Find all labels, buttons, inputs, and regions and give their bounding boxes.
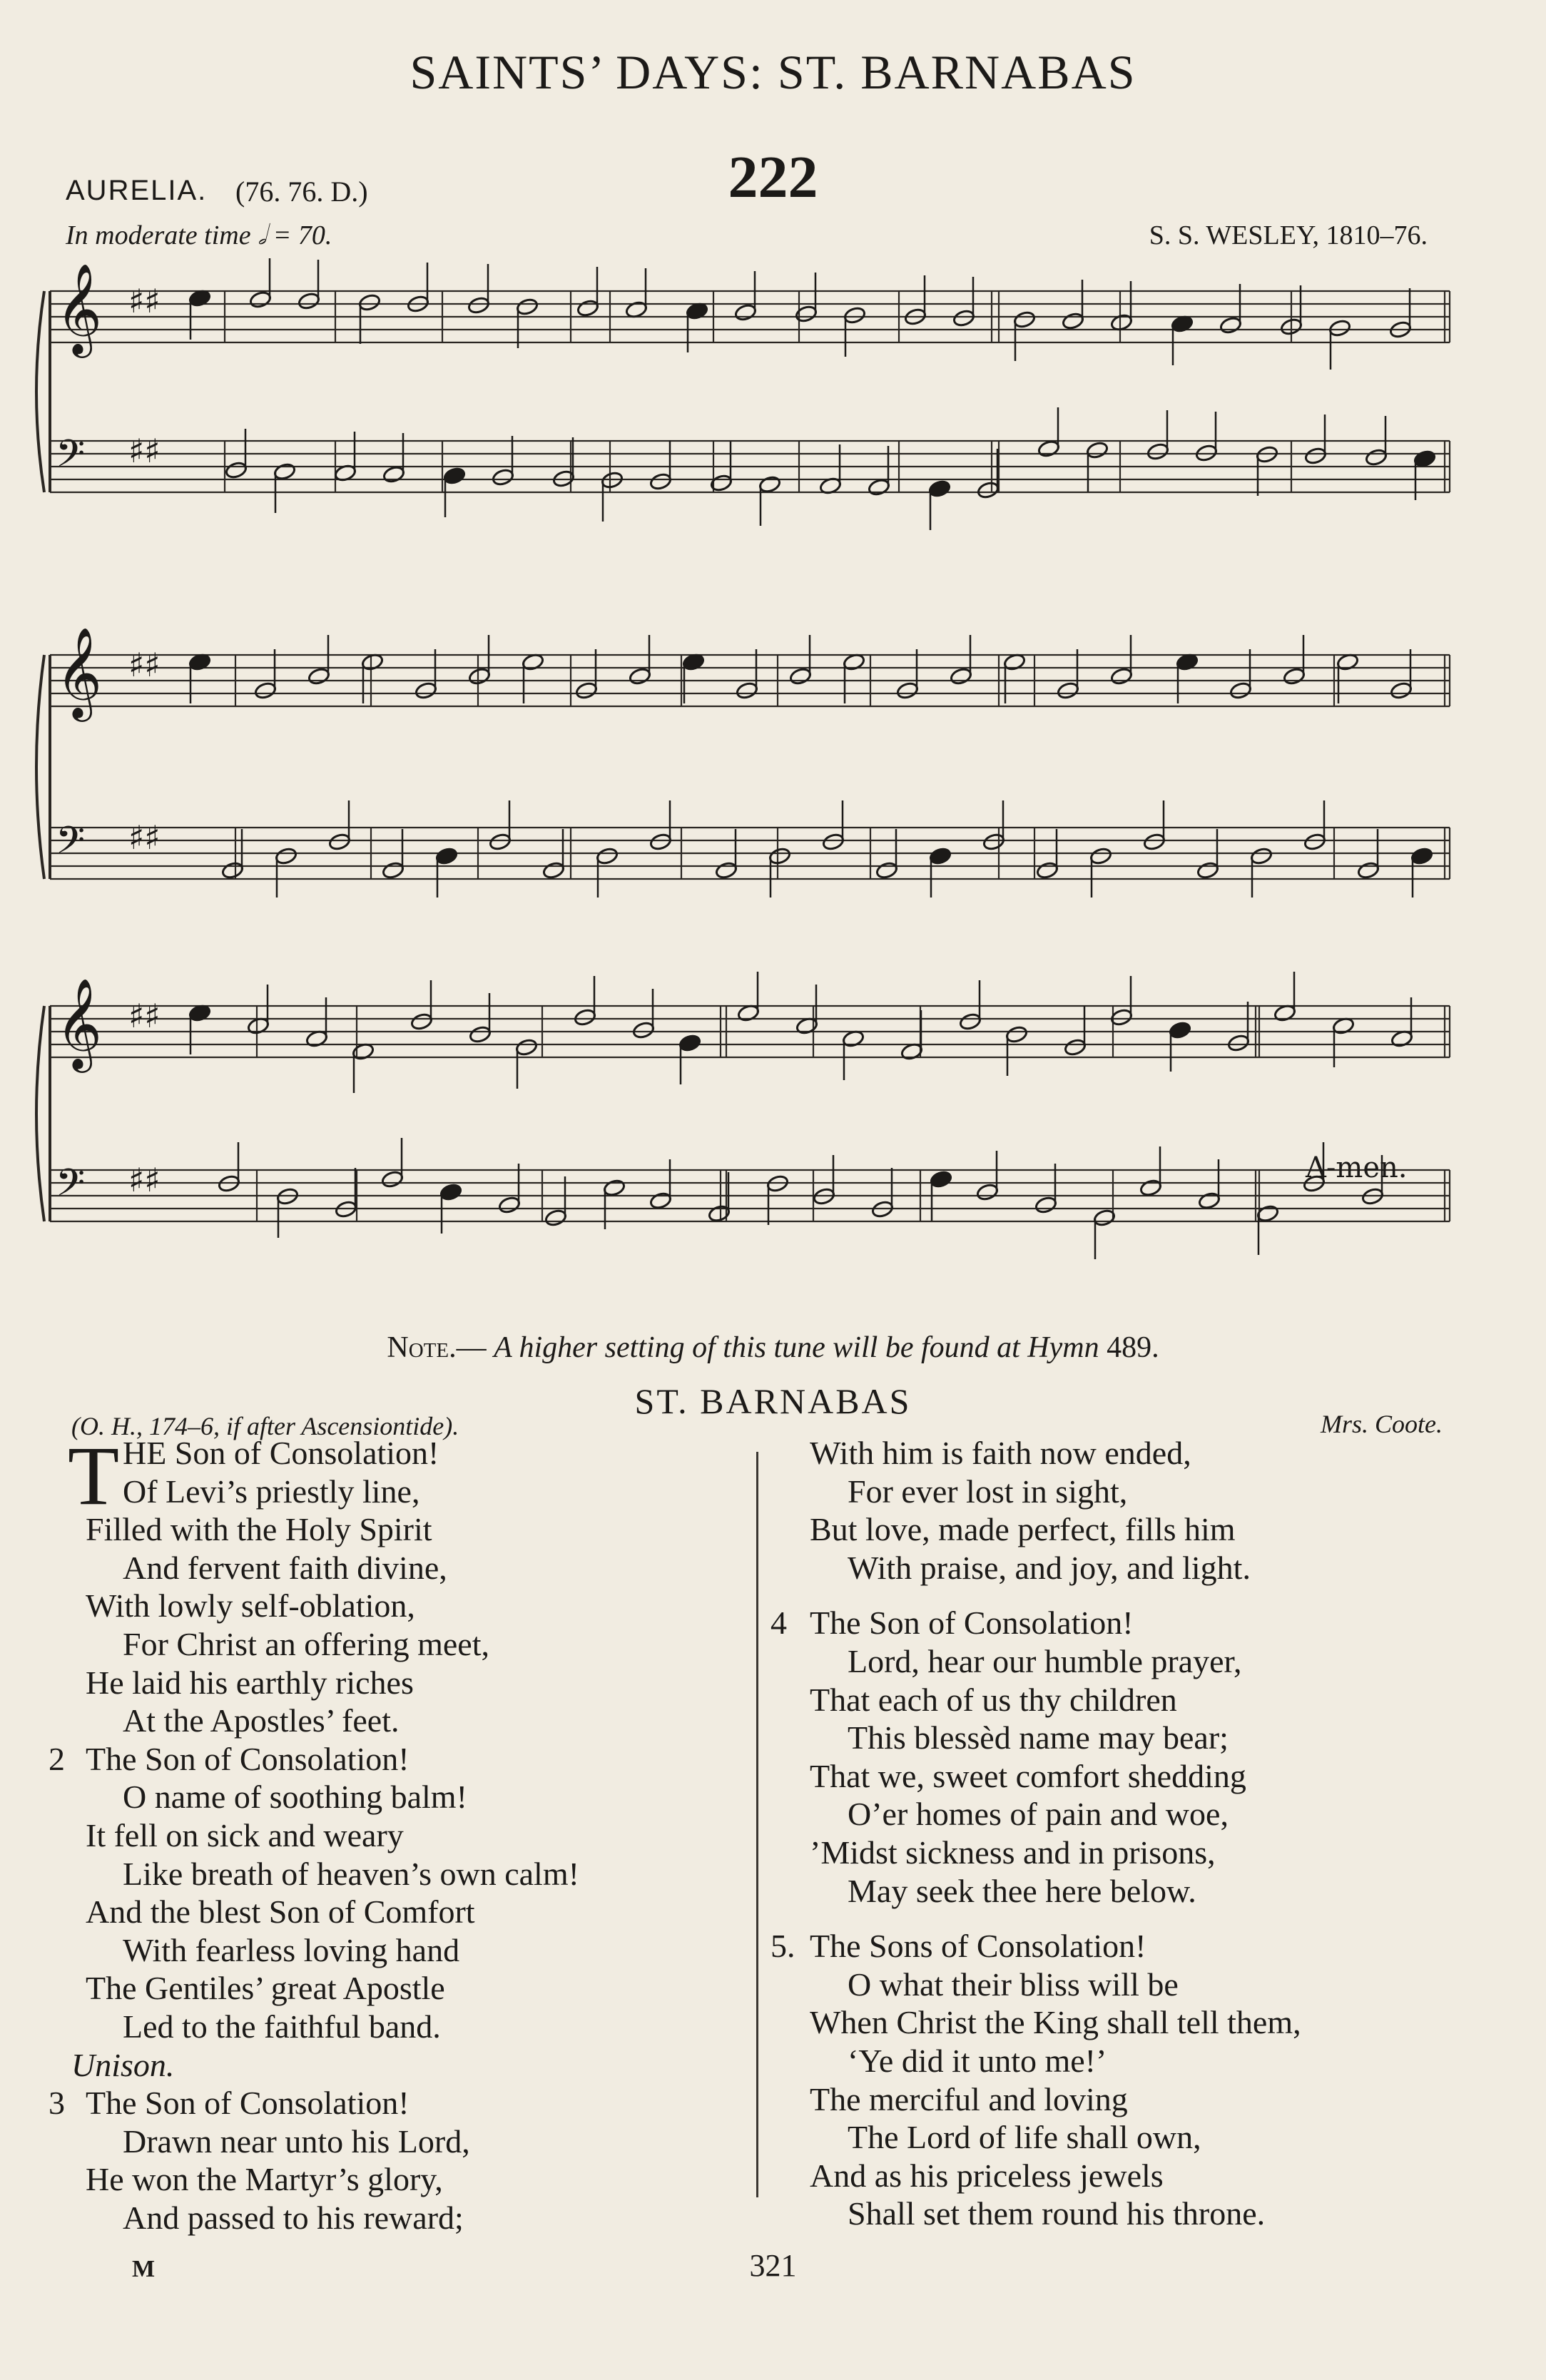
note-hymn-ref: 489. (1107, 1331, 1159, 1364)
note-head (1139, 1179, 1162, 1197)
system-brace (36, 1006, 44, 1221)
note-head (1227, 1034, 1250, 1052)
verse-number: 2 (49, 1740, 65, 1777)
verse-5 (771, 1927, 1527, 2233)
note-head (1013, 310, 1036, 329)
note-head (982, 833, 1005, 851)
note-head (715, 861, 738, 880)
note-head (950, 667, 972, 686)
note-head (629, 667, 651, 686)
verse-line: May seek thee here below. (848, 1872, 1196, 1909)
note-head (789, 667, 812, 686)
note-head (469, 1025, 492, 1044)
hymn-text-left-column (0, 1429, 756, 2237)
note-head (928, 479, 951, 498)
note-head (1413, 449, 1436, 468)
key-signature-icon: ♯♯ (128, 432, 161, 470)
note-head (768, 847, 791, 865)
note-head (1169, 1021, 1191, 1039)
bass-clef-icon: 𝄢 (56, 432, 86, 485)
note-head (603, 1179, 626, 1197)
note-head (1086, 441, 1109, 459)
note-head (275, 847, 297, 865)
author-credit: Mrs. Coote. (1321, 1410, 1443, 1438)
drop-cap: T (68, 1429, 120, 1522)
note-head (381, 1170, 404, 1189)
note-head (225, 461, 248, 479)
note-head (307, 667, 330, 686)
verse-4 (771, 1604, 1527, 1910)
note-head (649, 1191, 672, 1210)
note-head (358, 293, 381, 312)
bass-clef-icon: 𝄢 (56, 819, 86, 872)
verse-line: With him is faith now ended, (810, 1435, 1191, 1471)
note-head (1303, 833, 1326, 851)
signature-mark: M (132, 2256, 156, 2282)
note-head (435, 847, 458, 865)
note-head (976, 1183, 999, 1201)
note-head (822, 833, 845, 851)
hymn-text-right-column (771, 1434, 1527, 2233)
note-head (382, 861, 405, 880)
verse-line: He won the Martyr’s glory, (86, 2161, 443, 2198)
note-head (410, 1012, 433, 1031)
note-head (468, 667, 491, 686)
note-head (1146, 442, 1169, 461)
note-head (273, 462, 296, 481)
verse-line: And as his priceless jewels (810, 2157, 1164, 2194)
note-head (952, 309, 975, 327)
note-head (1198, 1191, 1221, 1210)
note-head (843, 306, 866, 325)
note-label: Note.— (387, 1331, 487, 1364)
note-head (415, 681, 437, 700)
treble-clef-icon: 𝄞 (56, 263, 103, 354)
verse-line: The Lord of life shall own, (848, 2119, 1201, 2156)
key-signature-icon: ♯♯ (128, 818, 161, 857)
note-head (1057, 681, 1079, 700)
verse-line: And the blest Son of Comfort (86, 1893, 475, 1931)
note-head (575, 681, 598, 700)
hymn-number: 222 (728, 144, 818, 210)
text-reference-content: (O. H., 174–6, if after Ascensiontide). (71, 1412, 459, 1440)
verse-line: When Christ the King shall tell them, (810, 2004, 1301, 2041)
verse-line: But love, made perfect, fills him (810, 1511, 1236, 1548)
verse-3 (0, 2046, 756, 2237)
verse-number: 3 (49, 2085, 65, 2122)
verse-line: For Christ an offering meet, (123, 1625, 489, 1662)
note-head (1304, 447, 1327, 465)
verse-line: For ever lost in sight, (848, 1473, 1128, 1510)
amen-label: A-men. (1306, 1151, 1408, 1184)
note-head (649, 472, 672, 491)
note-head (875, 861, 898, 880)
note-head (574, 1008, 596, 1027)
note-head (221, 861, 244, 880)
note-head (649, 833, 672, 851)
note-head (544, 1209, 567, 1227)
note-head (1365, 448, 1388, 467)
note-head (576, 299, 599, 317)
verse-number: 5. (771, 1928, 795, 1965)
key-signature-icon: ♯♯ (128, 997, 161, 1035)
verse-line: O what their bliss will be (848, 1965, 1179, 2003)
tune-name: AURELIA. (66, 175, 208, 206)
verse-1 (0, 1429, 756, 1740)
verse-line: The Son of Consolation! (810, 1605, 1134, 1642)
column-divider (756, 1452, 758, 2197)
note-head (1036, 861, 1059, 880)
note-head (632, 1021, 655, 1039)
note-head (1110, 667, 1133, 686)
verse-line: ’Midst sickness and in prisons, (810, 1834, 1216, 1871)
verse-line: Led to the faithful band. (123, 2008, 441, 2045)
verse-line: The Gentiles’ great Apostle (86, 1970, 445, 2007)
tune-meter: (76. 76. D.) (235, 176, 368, 208)
verse-3-continued (771, 1434, 1527, 1587)
verse-line: HE Son of Consolation! (123, 1435, 439, 1471)
note-head (678, 1034, 701, 1052)
staff-lines (36, 291, 1450, 1221)
note-head (708, 1204, 731, 1223)
verse-line: The Son of Consolation! (86, 1740, 410, 1777)
note-head (1037, 439, 1060, 458)
note-head (930, 1170, 952, 1189)
music-notes (188, 258, 1436, 1259)
performance-instruction: Unison. (71, 2046, 175, 2083)
note-head (542, 861, 565, 880)
treble-clef-icon: 𝄞 (56, 977, 103, 1069)
note-head (498, 1196, 521, 1214)
system-brace (36, 655, 44, 879)
page-number: 321 (749, 2248, 797, 2283)
note-head (1390, 681, 1413, 700)
composer-credit: S. S. WESLEY, 1810–76. (1149, 220, 1428, 250)
key-signature-icon: ♯♯ (128, 282, 161, 320)
verse-line: ‘Ye did it unto me!’ (848, 2042, 1107, 2079)
note-head (977, 481, 1000, 499)
treble-clef-icon: 𝄞 (56, 626, 103, 718)
note-head (1196, 861, 1219, 880)
note-head (443, 467, 466, 485)
verse-line: Shall set them round his throne. (848, 2195, 1266, 2232)
note-head (249, 290, 272, 309)
verse-line: Filled with the Holy Spirit (86, 1511, 432, 1548)
note-head (868, 478, 890, 497)
verse-line: At the Apostles’ feet. (123, 1702, 400, 1739)
note-head (516, 298, 539, 316)
note-head (467, 296, 490, 315)
verse-line: That each of us thy children (810, 1681, 1177, 1718)
note-head (1034, 1196, 1057, 1214)
note-head (596, 847, 619, 865)
verse-line: This blessèd name may bear; (848, 1719, 1229, 1756)
text-title: ST. BARNABAS (634, 1381, 912, 1421)
tempo-marking: In moderate time 𝅗𝅥 = 70. (66, 220, 332, 250)
note-head (439, 1183, 462, 1201)
note-head (489, 833, 512, 851)
note-head (1410, 847, 1433, 865)
verse-line: And passed to his reward; (123, 2199, 464, 2236)
note-head (734, 303, 757, 322)
note-head (959, 1012, 982, 1031)
verse-line: The Sons of Consolation! (810, 1928, 1146, 1965)
note-head (1219, 316, 1242, 335)
note-head (736, 681, 758, 700)
note-head (1062, 312, 1084, 330)
verse-line: With praise, and joy, and light. (848, 1549, 1251, 1586)
note-head (1229, 681, 1252, 700)
key-signature-icon: ♯♯ (128, 646, 161, 684)
bass-clef-icon: 𝄢 (56, 1161, 86, 1214)
verse-line: With lowly self-oblation, (86, 1587, 415, 1624)
note-head (1357, 861, 1380, 880)
clefs (56, 263, 161, 1214)
note-head (1250, 847, 1273, 865)
verse-line: That we, sweet comfort shedding (810, 1757, 1246, 1794)
note-head (515, 1038, 538, 1057)
verse-2 (0, 1740, 756, 2046)
note-head (1089, 847, 1112, 865)
verse-line: The Son of Consolation! (86, 2085, 410, 2122)
note-head (758, 475, 781, 494)
note-head (297, 292, 320, 310)
note-text: A higher setting of this tune will be found at Hymn (494, 1331, 1099, 1364)
verse-line: O name of soothing balm! (123, 1779, 467, 1816)
verse-line: The merciful and loving (810, 2080, 1128, 2117)
key-signature-icon: ♯♯ (128, 1161, 161, 1199)
note-head (382, 465, 405, 484)
verse-line: Drawn near unto his Lord, (123, 2122, 470, 2160)
note-head (1093, 1209, 1116, 1227)
verse-line: Like breath of heaven’s own calm! (123, 1855, 579, 1892)
note-head (896, 681, 919, 700)
verse-line: Of Levi’s priestly line, (123, 1473, 420, 1510)
note-head (254, 681, 277, 700)
verse-line: And fervent faith divine, (123, 1549, 447, 1586)
verse-number: 4 (771, 1605, 787, 1642)
running-head: SAINTS’ DAYS: ST. BARNABAS (410, 45, 1136, 99)
verse-line: With fearless loving hand (123, 1931, 460, 1968)
note-head (1143, 833, 1166, 851)
system-brace (36, 291, 44, 492)
note-head (1005, 1025, 1028, 1044)
note-head (1283, 667, 1306, 686)
note-head (328, 833, 351, 851)
verse-line: O’er homes of pain and woe, (848, 1796, 1229, 1833)
note-head (1064, 1038, 1087, 1057)
tune-note (0, 1331, 1546, 1365)
note-head (929, 847, 952, 865)
note-head (1328, 319, 1351, 337)
verse-line: Lord, hear our humble prayer, (848, 1642, 1242, 1679)
verse-line: He laid his earthly riches (86, 1664, 414, 1701)
note-head (795, 305, 818, 323)
note-head (492, 468, 514, 487)
verse-line: It fell on sick and weary (86, 1816, 404, 1853)
